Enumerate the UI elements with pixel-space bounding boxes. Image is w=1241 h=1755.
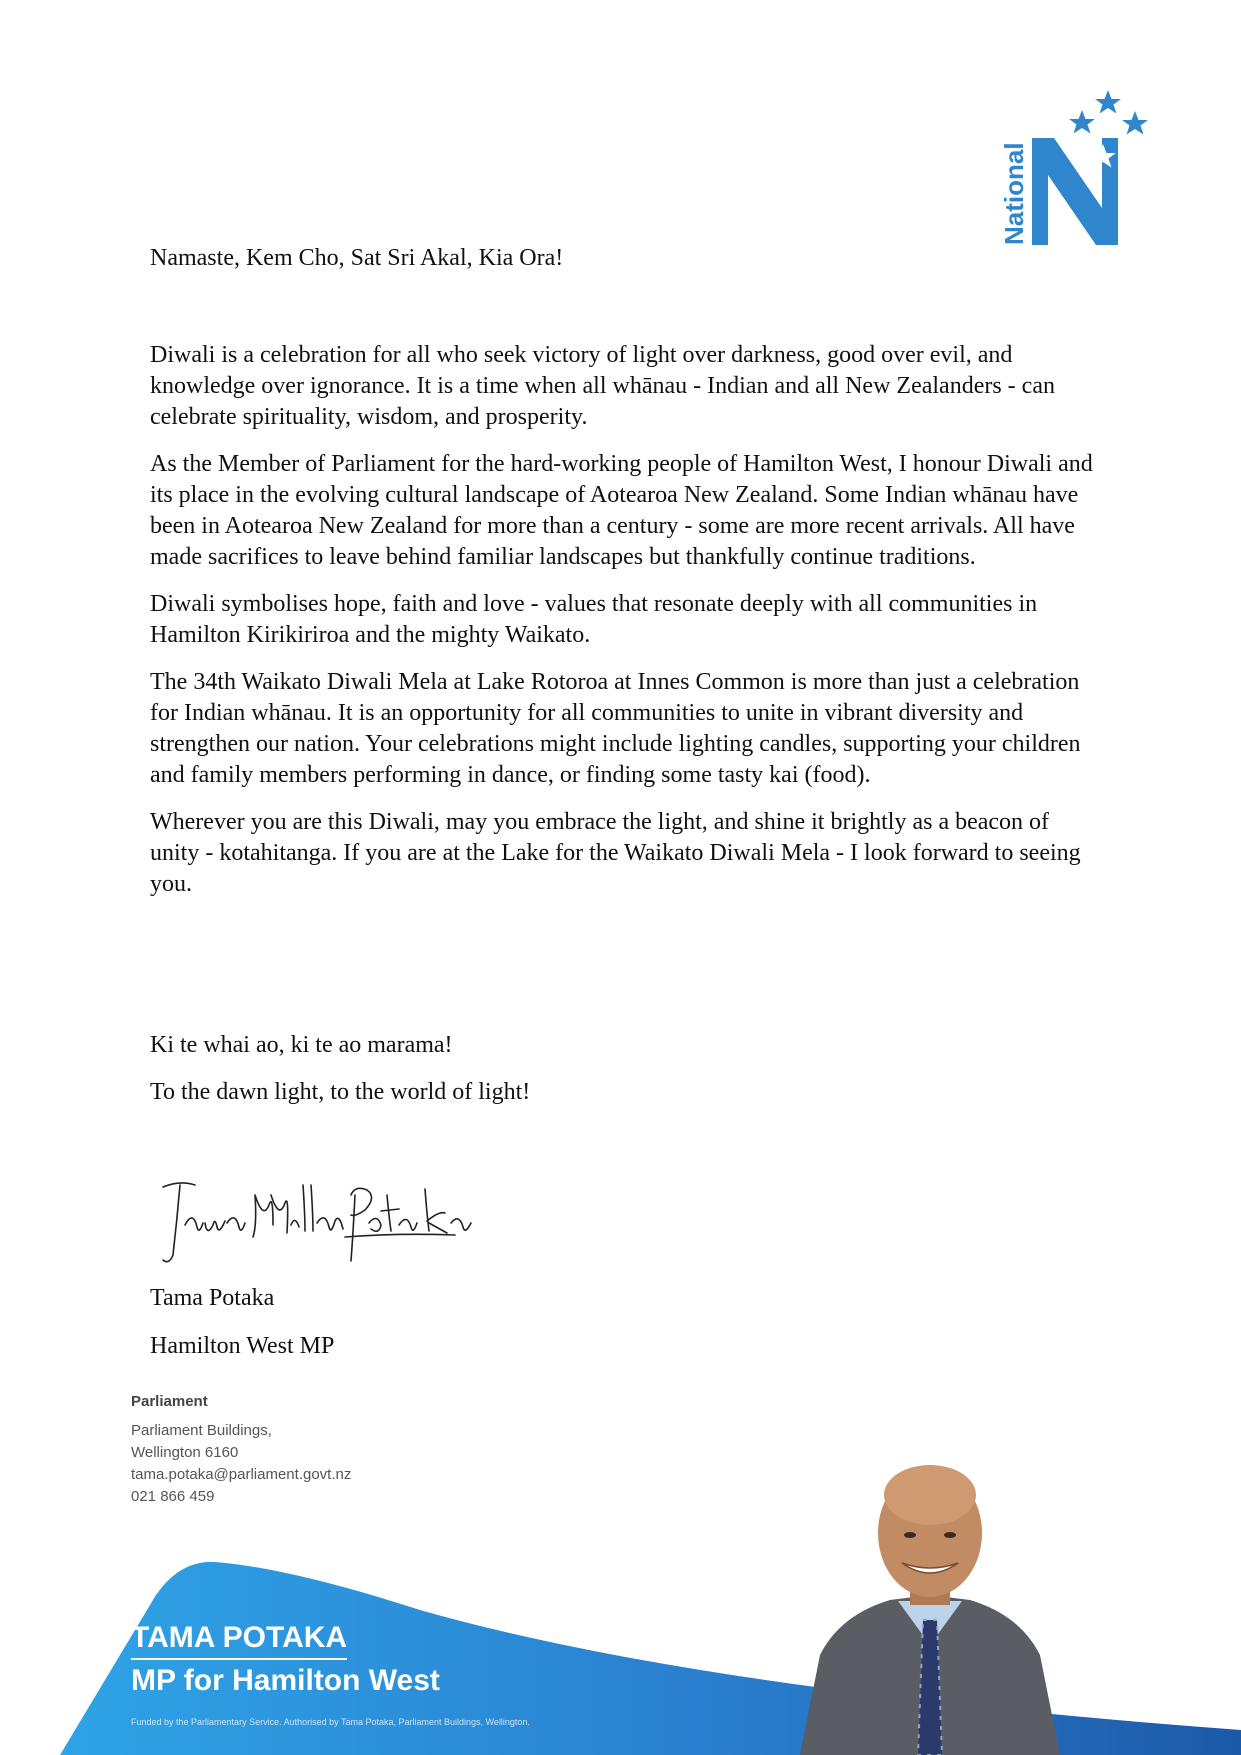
signature-text: Tama William Potaka bbox=[155, 1165, 164, 1166]
paragraph: Wherever you are this Diwali, may you embrace the light, and shine it brightly as a beacon of unity - kotahitanga. If you are at the Lake for the Waikato Diwali Mela - I look forward to seeing you. bbox=[150, 809, 1081, 897]
contact-block bbox=[131, 1391, 351, 1508]
closing bbox=[150, 1030, 1100, 1124]
footer-name-block bbox=[131, 1620, 440, 1701]
star-icon bbox=[1122, 111, 1148, 135]
closing-maori: Ki te whai ao, ki te ao marama! bbox=[150, 1032, 453, 1058]
contact-address-line: Parliament Buildings, bbox=[131, 1422, 272, 1439]
contact-phone: 021 866 459 bbox=[131, 1488, 215, 1505]
greeting: Namaste, Kem Cho, Sat Sri Akal, Kia Ora! bbox=[150, 245, 564, 271]
signer-name: Tama Potaka bbox=[150, 1285, 275, 1311]
paragraph: The 34th Waikato Diwali Mela at Lake Rotoroa at Innes Common is more than just a celebration for Indian whānau. It is an opportunity for all communities to unite in vibrant diversity and strengthen our nation. Your celebrations might include lighting candles, supporting your children and family members performing in dance, or finding some tasty kai (food). bbox=[150, 669, 1081, 788]
footer-name: TAMA POTAKA bbox=[131, 1620, 347, 1660]
handwritten-signature bbox=[155, 1165, 485, 1275]
star-icon bbox=[1069, 110, 1095, 134]
authorisation-statement: Funded by the Parliamentary Service. Authorised by Tama Potaka, Parliament Buildings, Wellington. bbox=[131, 1717, 530, 1727]
closing-english: To the dawn light, to the world of light! bbox=[150, 1079, 531, 1105]
logo-wordmark: National bbox=[999, 142, 1029, 245]
signer-block bbox=[150, 1283, 334, 1379]
contact-email[interactable]: tama.potaka@parliament.govt.nz bbox=[131, 1466, 352, 1483]
paragraph: Diwali is a celebration for all who seek victory of light over darkness, good over evil, and knowledge over ignorance. It is a time when all whānau - Indian and all New Zealanders - can celebrate spirituality, wisdom, and prosperity. bbox=[150, 342, 1055, 430]
national-party-logo bbox=[990, 80, 1160, 250]
signer-title: Hamilton West MP bbox=[150, 1333, 335, 1359]
footer-role: MP for Hamilton West bbox=[131, 1664, 440, 1697]
mp-portrait bbox=[780, 1455, 1080, 1755]
contact-address-line: Wellington 6160 bbox=[131, 1444, 239, 1461]
star-icon bbox=[1095, 90, 1121, 114]
letter-body bbox=[150, 340, 1100, 916]
paragraph: As the Member of Parliament for the hard-working people of Hamilton West, I honour Diwali and its place in the evolving cultural landscape of Aotearoa New Zealand. Some Indian whānau have been in Aotearoa New Zealand for more than a century - some are more recent arrivals. All have made sacrifices to leave behind familiar landscapes but thankfully continue traditions. bbox=[150, 451, 1093, 570]
paragraph: Diwali symbolises hope, faith and love - values that resonate deeply with all communities in Hamilton Kirikiriroa and the mighty Waikato. bbox=[150, 591, 1038, 648]
contact-heading: Parliament bbox=[131, 1393, 208, 1410]
